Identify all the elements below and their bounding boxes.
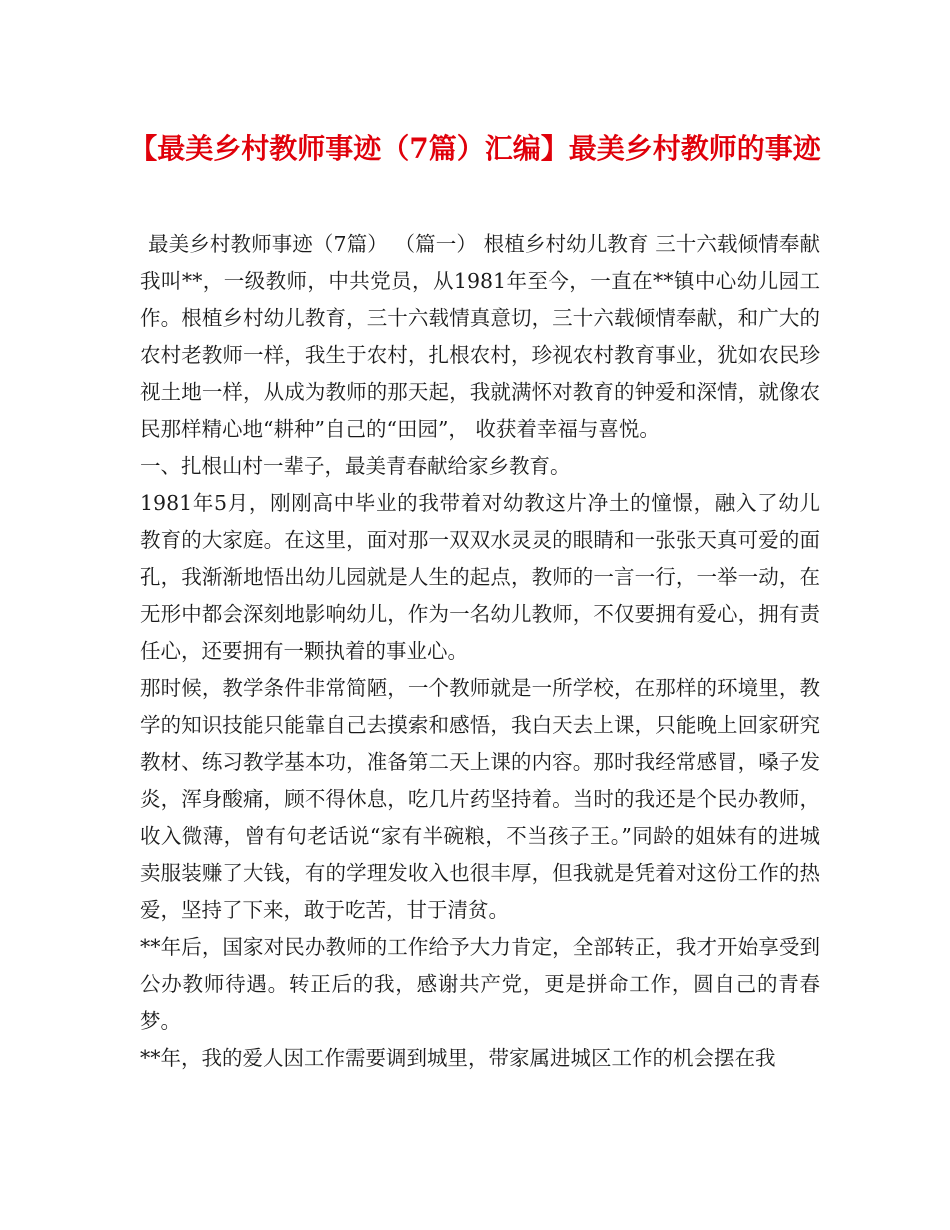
document-body — [140, 226, 820, 1077]
paragraph-relocation: **年，我的爱人因工作需要调到城里，带家属进城区工作的机会摆在我 — [140, 1046, 776, 1070]
document-title: 【最美乡村教师事迹（7篇）汇编】最美乡村教师的事迹 — [129, 132, 821, 165]
section-heading: 一、扎根山村一辈子，最美青春献给家乡教育。 — [140, 454, 571, 478]
paragraph-1981: 1981年5月，刚刚高中毕业的我带着对幼教这片净土的憧憬，融入了幼儿教育的大家庭。在这里，面对那一双双水灵灵的眼睛和一张张天真可爱的面孔，我渐渐地悟出幼儿园就是人生的起点，教师的一言一行，一举一动，在无形中都会深刻地影响幼儿，作为一名幼儿教师，不仅要拥有爱心，拥有责任心，还要拥有一颗执着的事业心。 — [140, 491, 820, 663]
paragraph-conditions: 那时候，教学条件非常简陋，一个教师就是一所学校，在那样的环境里，教学的知识技能只能靠自己去摸索和感悟，我白天去上课，只能晚上回家研究教材、练习教学基本功，准备第二天上课的内容。那时我经常感冒，嗓子发炎，浑身酸痛，顾不得休息，吃几片药坚持着。当时的我还是个民办教师，收入微薄，曾有句老话说“家有半碗粮，不当孩子王。”同龄的姐妹有的进城卖服装赚了大钱，有的学理发收入也很丰厚，但我就是凭着对这份工作的热爱，坚持了下来，敢于吃苦，甘于清贫。 — [140, 676, 820, 922]
paragraph-regularized: **年后，国家对民办教师的工作给予大力肯定，全部转正，我才开始享受到公办教师待遇。转正后的我，感谢共产党，更是拼命工作，圆自己的青春梦。 — [140, 935, 820, 1033]
paragraph-intro: 最美乡村教师事迹（7篇） （篇一） 根植乡村幼儿教育 三十六载倾情奉献 我叫**，一级教师，中共党员，从1981年至今，一直在**镇中心幼儿园工作。根植乡村幼儿教育，三十六载情真意切，三十六载倾情奉献，和广大的农村老教师一样，我生于农村，扎根农村，珍视农村教育事业，犹如农民珍视土地一样，从成为教师的那天起，我就满怀对教育的钟爱和深情，就像农民那样精心地“耕种”自己的“田园”， 收获着幸福与喜悦。 — [140, 232, 820, 441]
